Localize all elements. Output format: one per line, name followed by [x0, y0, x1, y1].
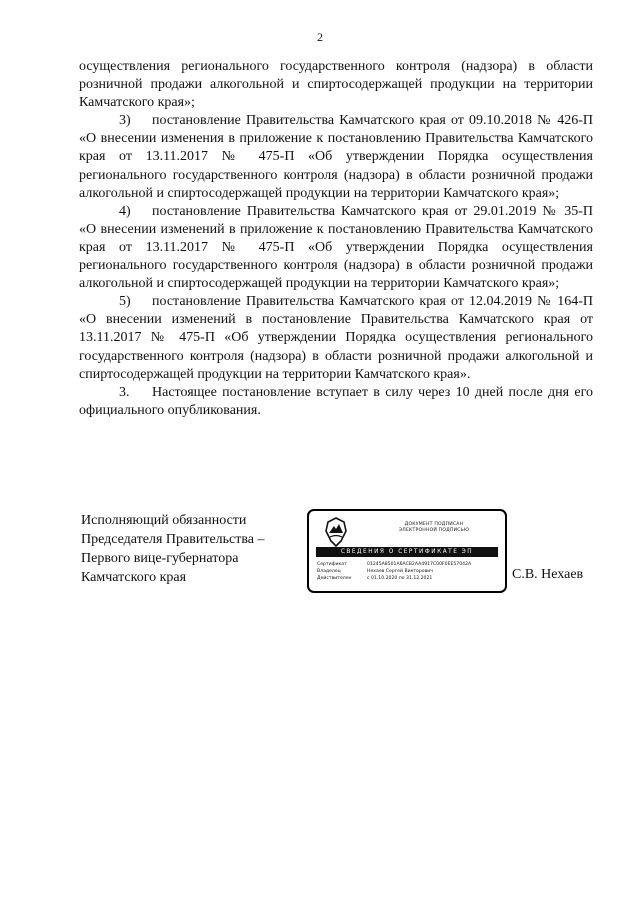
list-item	[79, 293, 593, 383]
electronic-signature-stamp	[307, 509, 507, 593]
coat-of-arms-icon	[323, 516, 349, 548]
paragraph-text: Настоящее постановление вступает в силу через 10 дней после дня его официального опубликования.	[79, 384, 593, 418]
position-line: Камчатского края	[81, 570, 187, 585]
certificate-label: Сертификат	[317, 562, 347, 567]
item-number: 3)	[119, 113, 131, 129]
list-item	[79, 203, 593, 293]
validity-value: с 01.10.2020 по 31.12.2021	[367, 576, 433, 581]
validity-label: Действителен	[317, 576, 352, 581]
position-line: Исполняющий обязанности	[81, 513, 247, 528]
item-number: 3.	[119, 384, 130, 400]
document-body	[79, 58, 593, 420]
owner-row	[317, 568, 501, 575]
validity-row	[317, 575, 501, 582]
signer-name: С.В. Нехаев	[512, 567, 584, 582]
item-number: 4)	[119, 203, 131, 219]
certificate-value: 01245A8501A6ACB2AA4917C00F0EE57042A	[367, 562, 472, 567]
owner-value: Нехаев Сергей Викторович	[367, 569, 433, 574]
position-line: Первого вице-губернатора	[81, 551, 239, 566]
list-item	[79, 112, 593, 202]
item-number: 5)	[119, 294, 131, 310]
paragraph-continuation	[79, 58, 593, 112]
signatory-position	[81, 511, 265, 587]
stamp-header-line: ДОКУМЕНТ ПОДПИСАН	[404, 522, 464, 527]
paragraph-text: постановление Правительства Камчатского края от 12.04.2019 № 164-П «О внесении изменений в постановление Правительства Камчатского края от 13.11.2017 № 475-П «Об утверждении Порядка осуществления регионального государственного контроля (надзора) в области розничной продажи алкогольной и спиртосодержащей продукции на территории Камчатского края».	[79, 294, 593, 382]
owner-label: Владелец	[317, 569, 341, 574]
stamp-header-line: ЭЛЕКТРОННОЙ ПОДПИСЬЮ	[398, 528, 470, 533]
stamp-title-bar: СВЕДЕНИЯ О СЕРТИФИКАТЕ ЭП	[316, 547, 498, 557]
position-line: Председателя Правительства –	[81, 532, 265, 547]
stamp-header	[369, 522, 499, 534]
paragraph-text: постановление Правительства Камчатского края от 09.10.2018 № 426-П «О внесении изменения в приложение к постановлению Правительства Камчатского края от 13.11.2017 № 475-П «Об утверждении Порядка осуществления регионального государственного контроля (надзора) в области розничной продажи алкогольной и спиртосодержащей продукции на территории Камчатского края»;	[79, 113, 593, 201]
page-number: 2	[317, 30, 323, 44]
paragraph-text: постановление Правительства Камчатского края от 29.01.2019 № 35-П «О внесении изменений в приложение к постановлению Правительства Камчатского края от 13.11.2017 № 475-П «Об утверждении Порядка осуществления регионального государственного контроля (надзора) в области розничной продажи алкогольной и спиртосодержащей продукции на территории Камчатского края»;	[79, 203, 593, 292]
certificate-details	[317, 561, 501, 582]
paragraph-text: осуществления регионального государственного контроля (надзора) в области розничной продажи алкогольной и спиртосодержащей продукции на территории Камчатского края»;	[79, 59, 593, 111]
list-item	[79, 384, 593, 420]
certificate-row	[317, 561, 501, 568]
